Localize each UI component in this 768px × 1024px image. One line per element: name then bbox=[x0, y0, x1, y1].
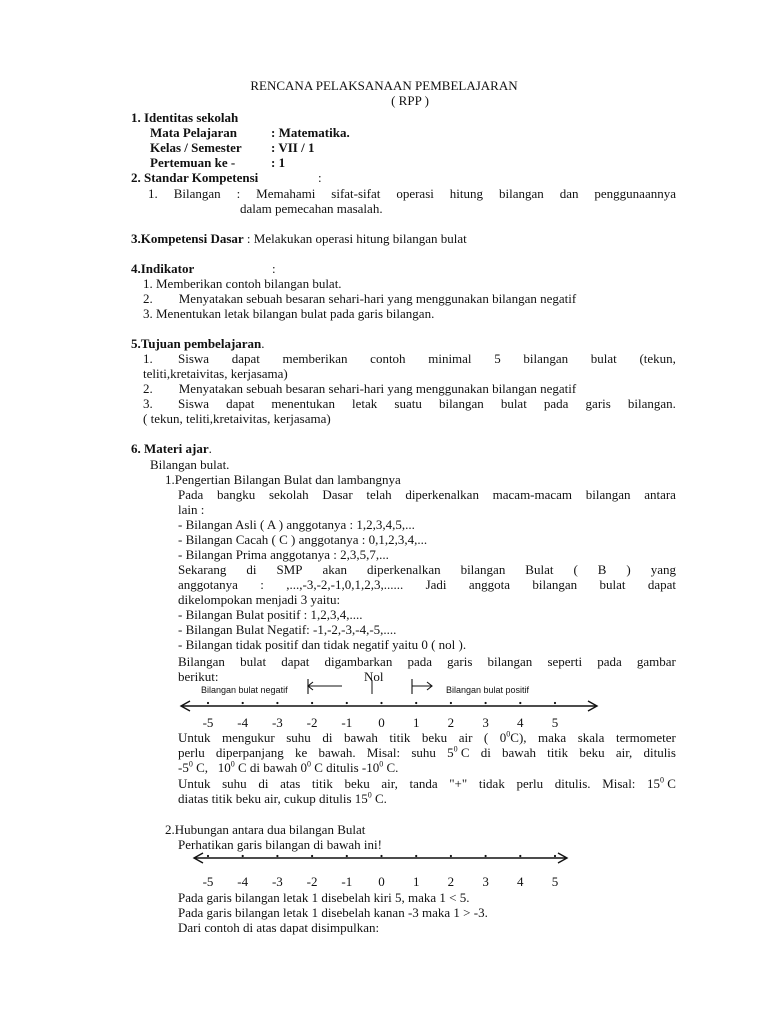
tick-label: -5 bbox=[202, 874, 214, 889]
section-4-heading: 4.Indikator bbox=[131, 261, 195, 276]
list-item: - Bilangan Cacah ( C ) anggotanya : 0,1,2,3,4,... bbox=[178, 532, 428, 547]
kelas-label: Kelas / Semester bbox=[150, 140, 242, 155]
tick-point bbox=[276, 702, 278, 704]
paragraph-4-line-2: perlu diperpanjang ke bawah. Misal: suhu $5^0$ C di bawah titik beku air, ditulis bbox=[178, 744, 676, 760]
tick-point bbox=[311, 855, 313, 857]
tick-point bbox=[554, 702, 556, 704]
tick-label: -1 bbox=[341, 715, 353, 730]
tick-label: 1 bbox=[412, 874, 420, 889]
number-line-label-zero: Nol bbox=[364, 669, 384, 684]
tick-label: -3 bbox=[271, 715, 283, 730]
tick-label: 4 bbox=[517, 874, 524, 889]
conclusion-line: Dari contoh di atas dapat disimpulkan: bbox=[178, 920, 380, 935]
paragraph-5-line-2: diatas titik beku air, cukup ditulis $15^0$ C. bbox=[178, 790, 387, 806]
tick-label: -4 bbox=[237, 715, 249, 730]
list-item: - Bilangan Bulat positif : 1,2,3,4,.... bbox=[178, 607, 363, 622]
tujuan-item-2: 2. Menyatakan sebuah besaran sehari-hari yang menggunakan bilangan negatif bbox=[143, 381, 577, 396]
tick-point bbox=[485, 702, 487, 704]
list-item: - Bilangan Asli ( A ) anggotanya : 1,2,3,4,5,... bbox=[178, 517, 415, 532]
section-4-colon: : bbox=[272, 261, 276, 276]
tujuan-item-3-num: 3. bbox=[143, 396, 153, 411]
section-6-heading: 6. Materi ajar bbox=[131, 441, 209, 456]
tick-point bbox=[415, 702, 417, 704]
tick-label: 0 bbox=[378, 874, 385, 889]
tick-point bbox=[415, 855, 417, 857]
tick-label: -2 bbox=[306, 874, 318, 889]
mapel-value: : Matematika. bbox=[271, 125, 350, 140]
conclusion-line: Pada garis bilangan letak 1 disebelah kanan -3 maka 1 > -3. bbox=[178, 905, 488, 920]
indikator-item: 3. Menentukan letak bilangan bulat pada garis bilangan. bbox=[143, 306, 435, 321]
tick-label: -4 bbox=[237, 874, 249, 889]
paragraph-2-cont: dikelompokan menjadi 3 yaitu: bbox=[178, 592, 341, 607]
section-5-line: 5.Tujuan pembelajaran. bbox=[131, 336, 265, 351]
tick-label: -3 bbox=[271, 874, 283, 889]
tick-point bbox=[554, 855, 556, 857]
positive-direction-arrow-icon bbox=[412, 679, 432, 694]
tick-point bbox=[276, 855, 278, 857]
section-1-heading: 1. Identitas sekolah bbox=[131, 110, 239, 125]
tick-label: -1 bbox=[341, 874, 353, 889]
tick-point bbox=[207, 702, 209, 704]
list-item: - Bilangan Bulat Negatif: -1,-2,-3,-4,-5,.... bbox=[178, 622, 397, 637]
paragraph-1-cont: lain : bbox=[178, 502, 205, 517]
number-line-2 bbox=[194, 853, 567, 863]
negative-direction-arrow-icon bbox=[308, 679, 342, 694]
tujuan-item-1-num: 1. bbox=[143, 351, 153, 366]
number-line-label-positive: Bilangan bulat positif bbox=[446, 685, 530, 695]
tick-label: 3 bbox=[482, 874, 489, 889]
document-title: RENCANA PELAKSANAAN PEMBELAJARAN bbox=[250, 78, 518, 93]
section-3-heading: 3.Kompetensi Dasar bbox=[131, 231, 244, 246]
tick-label: 0 bbox=[378, 715, 385, 730]
paragraph-3-cont: berikut: bbox=[178, 669, 219, 684]
conclusion-line: Pada garis bilangan letak 1 disebelah kiri 5, maka 1 < 5. bbox=[178, 890, 470, 905]
pertemuan-label: Pertemuan ke - bbox=[150, 155, 236, 170]
tick-point bbox=[519, 855, 521, 857]
tick-label: 2 bbox=[447, 874, 455, 889]
tick-point bbox=[346, 855, 348, 857]
paragraph-5-line-1: Untuk suhu di atas titik beku air, tanda "+" tidak perlu ditulis. Misal: $15^0$ C bbox=[178, 775, 676, 791]
paragraph-1-line: Pada bangku sekolah Dasar telah diperkenalkan macam-macam bilangan antara bbox=[178, 487, 676, 502]
tick-point bbox=[311, 702, 313, 704]
subsection-1-title: 1.Pengertian Bilangan Bulat dan lambangnya bbox=[165, 472, 401, 487]
tick-point bbox=[380, 702, 382, 704]
tick-point bbox=[519, 702, 521, 704]
tick-label: 5 bbox=[551, 874, 559, 889]
standar-kompetensi-line-1: 1. Bilangan : Memahami sifat-sifat operasi hitung bilangan dan penggunaannya bbox=[148, 186, 676, 201]
indikator-item: 2. Menyatakan sebuah besaran sehari-hari yang menggunakan bilangan negatif bbox=[143, 291, 577, 306]
number-line-label-negative: Bilangan bulat negatif bbox=[201, 685, 288, 695]
list-item: - Bilangan tidak positif dan tidak negatif yaitu 0 ( nol ). bbox=[178, 637, 467, 652]
paragraph-2-line-2: anggotanya : ,...,-3,-2,-1,0,1,2,3,...... Jadi anggota bilangan bulat dapat bbox=[178, 577, 676, 592]
tujuan-item-3-cont: ( tekun, teliti,kretaivitas, kerjasama) bbox=[143, 411, 331, 426]
tick-point bbox=[380, 855, 382, 857]
kompetensi-dasar-text: : Melakukan operasi hitung bilangan bulat bbox=[243, 231, 467, 246]
kelas-value: : VII / 1 bbox=[271, 140, 315, 155]
tick-label: 3 bbox=[482, 715, 489, 730]
mapel-label: Mata Pelajaran bbox=[150, 125, 238, 140]
tick-point bbox=[207, 855, 209, 857]
tujuan-item-1-line: Siswa dapat memberikan contoh minimal 5 bilangan bulat (tekun, bbox=[178, 351, 676, 366]
tick-label: 4 bbox=[517, 715, 524, 730]
section-2-heading: 2. Standar Kompetensi bbox=[131, 170, 259, 185]
tick-point bbox=[242, 702, 244, 704]
section-6-line: 6. Materi ajar. bbox=[131, 441, 212, 456]
tick-point bbox=[450, 855, 452, 857]
tick-point bbox=[485, 855, 487, 857]
subsection-2-title: 2.Hubungan antara dua bilangan Bulat bbox=[165, 822, 366, 837]
materi-bilangan-bulat: Bilangan bulat. bbox=[150, 457, 230, 472]
tujuan-item-3-line: Siswa dapat menentukan letak suatu bilangan bulat pada garis bilangan. bbox=[178, 396, 676, 411]
tujuan-item-1-cont: teliti,kretaivitas, kerjasama) bbox=[143, 366, 288, 381]
paragraph-4-line-1: Untuk mengukur suhu di bawah titik beku air ( $0^0C$), maka skala termometer bbox=[178, 729, 676, 745]
tick-point bbox=[242, 855, 244, 857]
paragraph-2-line-1: Sekarang di SMP akan diperkenalkan bilangan Bulat ( B ) yang bbox=[178, 562, 676, 577]
paragraph-4-line-3: $-5^0$ C, $10^0$ C di bawah $0^0$ C ditulis $-10^0$ C. bbox=[178, 759, 399, 775]
indikator-item: 1. Memberikan contoh bilangan bulat. bbox=[143, 276, 342, 291]
paragraph-3-line: Bilangan bulat dapat digambarkan pada garis bilangan seperti pada gambar bbox=[178, 654, 676, 669]
document-subtitle: ( RPP ) bbox=[391, 93, 429, 108]
tick-point bbox=[346, 702, 348, 704]
number-line-1-points bbox=[207, 702, 556, 704]
tick-point bbox=[450, 702, 452, 704]
tick-label: -2 bbox=[306, 715, 318, 730]
tick-label: 5 bbox=[551, 715, 559, 730]
tick-label: 1 bbox=[412, 715, 420, 730]
number-line-2-points bbox=[207, 855, 556, 857]
section-2-colon: : bbox=[318, 170, 322, 185]
tick-label: 2 bbox=[447, 715, 455, 730]
standar-kompetensi-line-2: dalam pemecahan masalah. bbox=[240, 201, 383, 216]
subsection-2-intro: Perhatikan garis bilangan di bawah ini! bbox=[178, 837, 382, 852]
pertemuan-value: : 1 bbox=[271, 155, 286, 170]
tick-label: -5 bbox=[202, 715, 214, 730]
section-5-heading: 5.Tujuan pembelajaran bbox=[131, 336, 262, 351]
list-item: - Bilangan Prima anggotanya : 2,3,5,7,... bbox=[178, 547, 389, 562]
